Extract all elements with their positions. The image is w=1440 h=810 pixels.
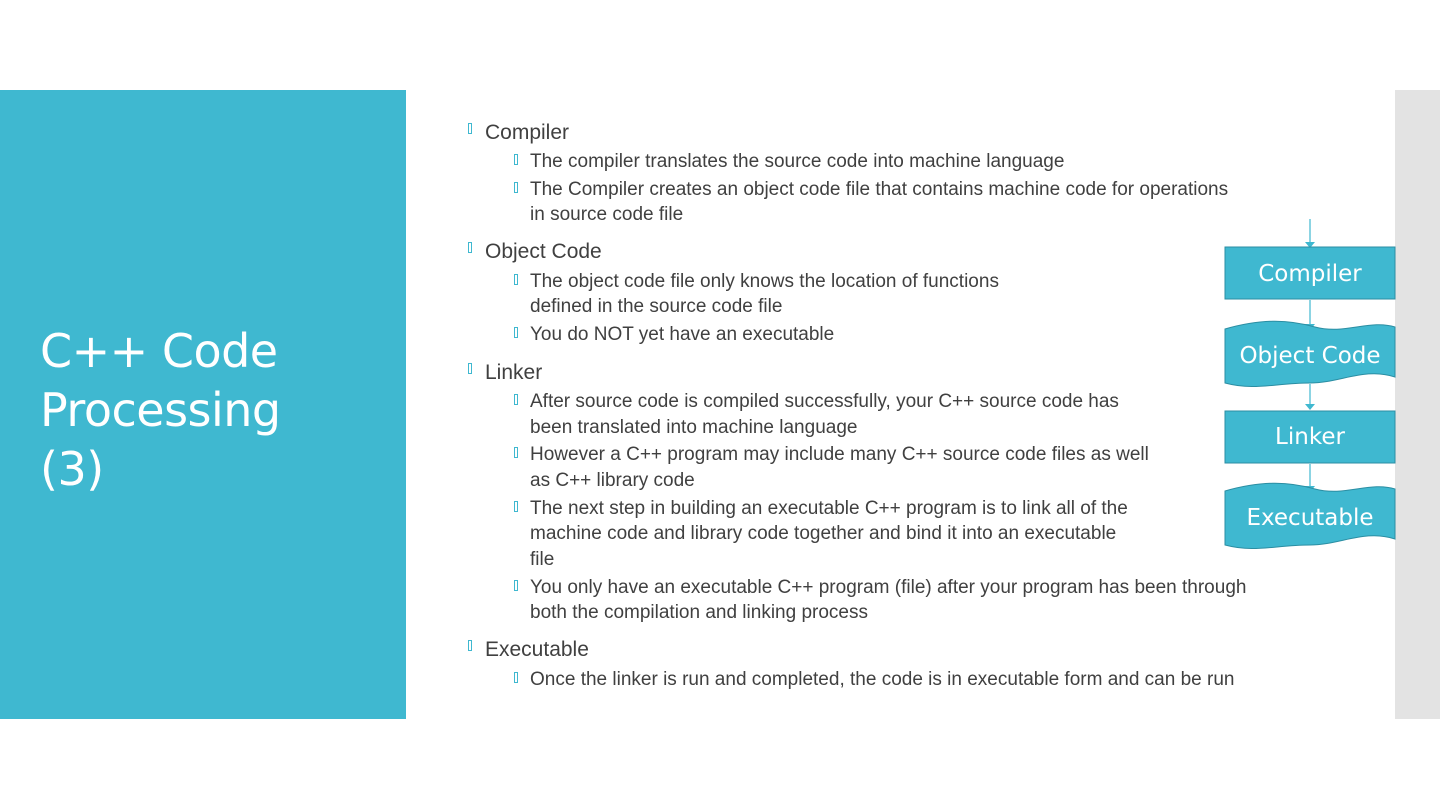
bullet-icon [514, 154, 518, 165]
bullet-icon [514, 501, 518, 512]
bullet-text: machine code and library code together and bind it into an executable [530, 523, 1117, 544]
section-heading: Linker [485, 361, 543, 384]
section-heading: Compiler [485, 121, 570, 144]
bullet-text: The object code file only knows the location of functions [530, 271, 999, 292]
title-line: (3) [40, 442, 104, 496]
bullet-text: been translated into machine language [530, 417, 858, 438]
flow-label-compiler: Compiler [1258, 261, 1362, 287]
bullet-text: file [530, 549, 555, 570]
bullet-icon [468, 640, 472, 651]
bullet-icon [514, 327, 518, 338]
section-heading: Executable [485, 638, 589, 661]
bullet-text: both the compilation and linking process [530, 602, 868, 623]
bullet-icon [514, 580, 518, 591]
bullet-text: The Compiler creates an object code file that contains machine code for operations [530, 179, 1229, 200]
bullet-icon [514, 182, 518, 193]
bullet-icon [514, 447, 518, 458]
flow-arrowhead [1305, 404, 1315, 410]
flow-label-object-code: Object Code [1239, 343, 1381, 369]
bullet-text: After source code is compiled successfully, your C++ source code has [530, 391, 1119, 412]
bullet-text: defined in the source code file [530, 296, 783, 317]
flow-label-linker: Linker [1275, 424, 1345, 450]
bullet-icon [468, 123, 472, 134]
bullet-text: The next step in building an executable C++ program is to link all of the [530, 498, 1128, 519]
bullet-icon [514, 672, 518, 683]
section-heading: Object Code [485, 240, 602, 263]
title-line: C++ Code [40, 324, 278, 378]
bullet-text: You do NOT yet have an executable [530, 324, 835, 345]
bullet-text: You only have an executable C++ program (file) after your program has been through [530, 577, 1247, 598]
bullet-text: Once the linker is run and completed, the code is in executable form and can be run [530, 669, 1235, 690]
bullet-icon [468, 363, 472, 374]
bullet-text: However a C++ program may include many C++ source code files as well [530, 444, 1149, 465]
flowchart [1215, 215, 1405, 560]
title-line: Processing [40, 383, 281, 437]
bullet-icon [514, 274, 518, 285]
flow-label-executable: Executable [1246, 505, 1374, 531]
bullet-icon [514, 394, 518, 405]
bullet-icon [468, 242, 472, 253]
bullet-text: in source code file [530, 204, 684, 225]
bullet-text: as C++ library code [530, 470, 695, 491]
bullet-text: The compiler translates the source code into machine language [530, 151, 1065, 172]
